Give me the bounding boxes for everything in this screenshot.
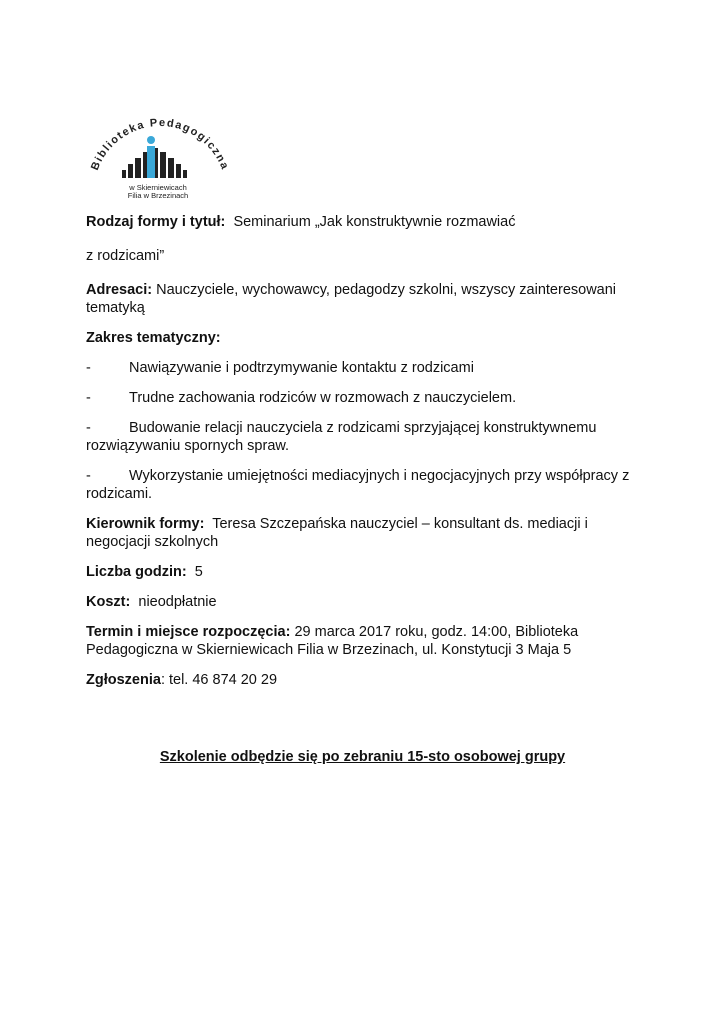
scope-item-text: Budowanie relacji nauczyciela z rodzicami sprzyjającej konstruktywnemu rozwiązywaniu spornych spraw. xyxy=(86,420,597,454)
title-value: Seminarium „Jak konstruktywnie rozmawiać xyxy=(233,214,516,230)
scope-item xyxy=(86,389,646,407)
signup-label: Zgłoszenia xyxy=(86,672,161,688)
hours-line xyxy=(86,563,646,581)
hours-label: Liczba godzin: xyxy=(86,564,187,580)
title-value-continued: z rodzicami” xyxy=(86,248,165,264)
cost-line xyxy=(86,593,646,611)
bullet: - xyxy=(86,360,91,376)
library-logo xyxy=(84,112,234,204)
scope-item xyxy=(86,467,646,503)
books-icon xyxy=(122,136,187,178)
date-place-label: Termin i miejsce rozpoczęcia: xyxy=(86,624,291,640)
title-line xyxy=(86,213,646,231)
scope-item-text: Nawiązywanie i podtrzymywanie kontaktu z rodzicami xyxy=(129,360,474,376)
leader-line xyxy=(86,515,646,551)
group-size-notice: Szkolenie odbędzie się po zebraniu 15-sto osobowej grupy xyxy=(159,749,566,765)
addressees-line xyxy=(86,281,646,317)
addressees-label: Adresaci: xyxy=(86,282,153,298)
hours-value: 5 xyxy=(194,564,203,580)
cost-label: Koszt: xyxy=(86,594,131,610)
logo-subtitle xyxy=(108,184,208,200)
date-place-line xyxy=(86,623,646,659)
signup-line xyxy=(86,671,646,689)
scope-heading: Zakres tematyczny: xyxy=(86,330,221,346)
scope-item-text: Wykorzystanie umiejętności mediacyjnych i negocjacyjnych przy współpracy z rodzicami. xyxy=(86,468,630,502)
document-body xyxy=(86,213,646,689)
bullet: - xyxy=(86,390,91,406)
bullet: - xyxy=(86,420,91,436)
leader-label: Kierownik formy: xyxy=(86,516,205,532)
scope-item xyxy=(86,419,646,455)
logo-subtitle-line1: w Skierniewicach xyxy=(129,183,187,192)
addressees-value: Nauczyciele, wychowawcy, pedagodzy szkolni, wszyscy zainteresowani tematyką xyxy=(86,282,617,316)
logo-arc-text: Biblioteka Pedagogiczna xyxy=(88,116,232,173)
scope-item-text: Trudne zachowania rodziców w rozmowach z nauczycielem. xyxy=(129,390,517,406)
title-label: Rodzaj formy i tytuł: xyxy=(86,214,226,230)
date-place-value: 29 marca 2017 roku, godz. 14:00, Biblioteka Pedagogiczna w Skierniewicach Filia w Brzezinach, ul. Konstytucji 3 Maja 5 xyxy=(86,624,579,658)
logo-subtitle-line2: Filia w Brzezinach xyxy=(127,191,189,200)
cost-value: nieodpłatnie xyxy=(138,594,217,610)
leader-value: Teresa Szczepańska nauczyciel – konsultant ds. mediacji i negocjacji szkolnych xyxy=(86,516,588,550)
bullet: - xyxy=(86,468,91,484)
signup-value: : tel. 46 874 20 29 xyxy=(160,672,278,688)
scope-item xyxy=(86,359,646,377)
